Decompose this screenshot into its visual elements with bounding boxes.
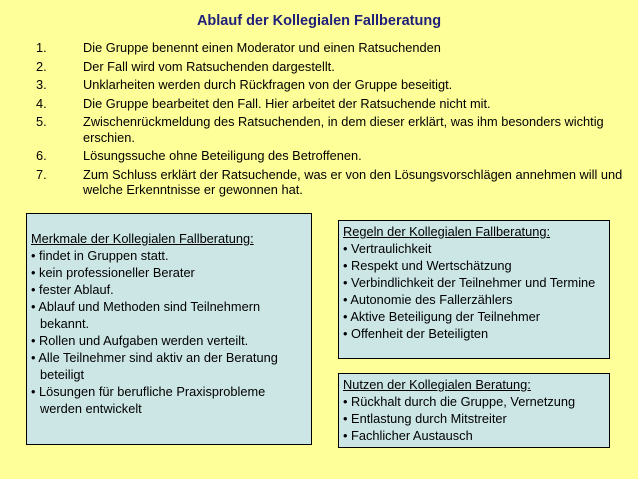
nutzen-box [338,373,610,448]
merkmale-list [31,247,305,417]
step-number: 3. [36,77,47,92]
merkmale-box [26,213,312,445]
list-item: • Respekt und Wertschätzung [343,257,603,274]
step-number: 4. [36,95,47,111]
merkmale-heading: Merkmale der Kollegialen Fallberatung: [31,231,254,246]
step-item [36,77,636,93]
list-item: • Rückhalt durch die Gruppe, Vernetzung [343,393,603,410]
step-item [36,59,636,75]
regeln-box [338,220,610,359]
step-text: Die Gruppe bearbeitet den Fall. Hier arbeitet der Ratsuchende nicht mit. [83,95,491,111]
list-item: • Autonomie des Fallerzählers [343,291,603,308]
list-item: • fester Ablauf. [31,281,305,298]
list-item: • Offenheit der Beteiligten [343,325,603,342]
list-item: • Ablauf und Methoden sind Teilnehmern bekannt. [31,298,305,332]
step-item [36,114,636,145]
regeln-list [343,240,603,342]
list-item: • Aktive Beteiligung der Teilnehmer [343,308,603,325]
step-text: Die Gruppe benennt einen Moderator und einen Ratsuchenden [83,40,441,55]
list-item: • Lösungen für berufliche Praxisprobleme werden entwickelt [31,383,305,417]
list-item: • Fachlicher Austausch [343,427,603,444]
step-item [36,40,636,56]
regeln-heading: Regeln der Kollegialen Fallberatung: [343,224,551,239]
list-item: • Alle Teilnehmer sind aktiv an der Beratung beteiligt [31,349,305,383]
step-number: 6. [36,148,47,163]
step-text: Zum Schluss erklärt der Ratsuchende, was er von den Lösungsvorschlägen annehmen will und welche Erkenntnisse er gewonnen hat. [83,166,623,197]
steps-list [36,40,636,201]
step-item [36,96,636,112]
step-text: Der Fall wird vom Ratsuchenden dargestellt. [83,58,335,74]
step-item [36,167,636,198]
list-item: • Verbindlichkeit der Teilnehmer und Termine [343,274,603,291]
step-number: 7. [36,166,47,182]
list-item: • kein professioneller Berater [31,264,305,281]
list-item: • Entlastung durch Mitstreiter [343,410,603,427]
step-text: Lösungssuche ohne Beteiligung des Betroffenen. [83,148,362,163]
list-item: • Rollen und Aufgaben werden verteilt. [31,332,305,349]
step-text: Zwischenrückmeldung des Ratsuchenden, in dem dieser erklärt, was ihm besonders wichtig erschien. [83,114,604,145]
nutzen-list [343,393,603,444]
page-title: Ablauf der Kollegialen Fallberatung [196,13,442,29]
step-text: Unklarheiten werden durch Rückfragen von der Gruppe beseitigt. [83,77,453,92]
nutzen-heading: Nutzen der Kollegialen Beratung: [343,377,531,392]
list-item: • findet in Gruppen statt. [31,247,305,264]
step-number: 1. [36,40,47,55]
list-item: • Vertraulichkeit [343,240,603,257]
step-number: 5. [36,114,47,129]
step-number: 2. [36,58,47,74]
step-item [36,148,636,164]
